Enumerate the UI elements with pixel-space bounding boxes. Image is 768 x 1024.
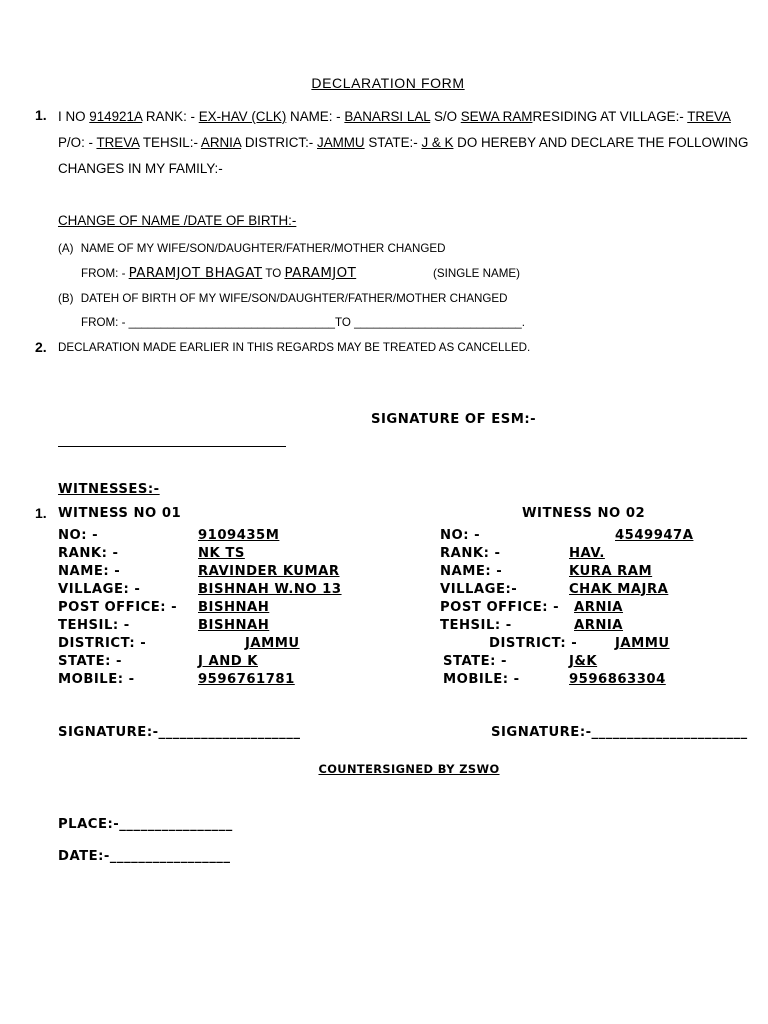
w1-district-label: DISTRICT: - [58,636,147,651]
name-value: BANARSI LAL [344,109,431,124]
w1-tehsil-value: BISHNAH [198,618,270,633]
sub-a-from-line [81,266,356,281]
sub-a-to-name: PARAMJOT [284,266,357,281]
w2-district-label: DISTRICT: - [489,636,578,651]
so-label: S/O [433,109,458,124]
w2-mobile-label: MOBILE: - [443,672,520,687]
item-2-number: 2. [35,339,47,355]
w2-post-office-label: POST OFFICE: - [440,600,560,615]
rank-label: RANK: - [145,109,195,124]
date-field: DATE:-_________________ [58,849,231,864]
witness-1-signature: SIGNATURE:-____________________ [58,725,301,740]
w2-rank-label: RANK: - [440,546,501,561]
witnesses-heading: WITNESSES:- [58,482,160,497]
name-label: NAME: - [290,109,341,124]
w1-tehsil-label: TEHSIL: - [58,618,130,633]
w2-no-label: NO: - [440,528,481,543]
w2-name-label: NAME: - [440,564,503,579]
sub-a-text: NAME OF MY WIFE/SON/DAUGHTER/FATHER/MOTHER CHANGED [80,242,446,255]
sub-a-line [58,242,446,255]
w1-district-value: JAMMU [245,636,300,651]
rank-value: EX-HAV (CLK) [198,109,287,124]
father-name-value: SEWA RAM [460,109,533,124]
village-label: RESIDING AT VILLAGE:- [532,109,684,124]
item-1-line-3: CHANGES IN MY FAMILY:- [58,161,223,176]
w1-rank-value: NK TS [198,546,245,561]
sub-b-text: DATEH OF BIRTH OF MY WIFE/SON/DAUGHTER/FATHER/MOTHER CHANGED [80,292,508,305]
w1-name-value: RAVINDER KUMAR [198,564,340,579]
item-1-line-2 [58,135,748,150]
w1-state-value: J AND K [198,654,258,669]
esm-signature-label: SIGNATURE OF ESM:- [371,412,537,427]
w2-name-value: KURA RAM [569,564,653,579]
w2-no-value: 4549947A [615,528,694,543]
item-1-line-1 [58,109,731,124]
change-heading: CHANGE OF NAME /DATE OF BIRTH:- [58,213,297,228]
ino-label: I NO [58,109,86,124]
witness-2-heading: WITNESS NO 02 [522,506,646,521]
sub-a-note: (SINGLE NAME) [433,267,520,280]
place-field: PLACE:-________________ [58,817,233,832]
witness-list-number: 1. [35,505,47,521]
countersigned-heading: COUNTERSIGNED BY ZSWO [318,762,500,776]
w2-district-value: JAMMU [615,636,670,651]
sub-b-marker: (B) [58,292,74,305]
w1-post-office-value: BISHNAH [198,600,270,615]
w2-state-label: STATE: - [443,654,507,669]
w2-post-office-value: ARNIA [574,600,624,615]
w1-village-label: VILLAGE: - [58,582,141,597]
esm-signature-line [58,446,286,447]
w1-post-office-label: POST OFFICE: - [58,600,178,615]
w1-name-label: NAME: - [58,564,121,579]
sub-a-from-name: PARAMJOT BHAGAT [128,266,263,281]
w1-rank-label: RANK: - [58,546,119,561]
item-2-text: DECLARATION MADE EARLIER IN THIS REGARDS MAY BE TREATED AS CANCELLED. [58,341,531,354]
w2-state-value: J&K [569,654,598,669]
district-label: DISTRICT:- [244,135,314,150]
w1-no-label: NO: - [58,528,99,543]
sub-b-line [58,292,508,305]
tehsil-value: ARNIA [200,135,242,150]
form-title: DECLARATION FORM [311,75,465,91]
w1-state-label: STATE: - [58,654,122,669]
w1-no-value: 9109435M [198,528,280,543]
sub-b-from-line: FROM: - ________________________________TO __________________________. [81,316,525,329]
w2-tehsil-label: TEHSIL: - [440,618,512,633]
declare-text: DO HEREBY AND DECLARE THE FOLLOWING [457,135,749,150]
ino-value: 914921A [89,109,143,124]
w1-village-value: BISHNAH W.NO 13 [198,582,342,597]
sub-a-to-label: TO [265,267,282,280]
w1-mobile-label: MOBILE: - [58,672,135,687]
sub-a-marker: (A) [58,242,74,255]
w2-village-value: CHAK MAJRA [569,582,669,597]
po-label: P/O: - [58,135,93,150]
w1-mobile-value: 9596761781 [198,672,295,687]
state-label: STATE:- [368,135,418,150]
district-value: JAMMU [317,135,365,150]
witness-1-heading: WITNESS NO 01 [58,506,182,521]
witness-2-signature: SIGNATURE:-______________________ [491,725,748,740]
w2-mobile-value: 9596863304 [569,672,666,687]
po-value: TREVA [96,135,140,150]
w2-village-label: VILLAGE:- [440,582,518,597]
village-value: TREVA [687,109,731,124]
w2-rank-value: HAV. [569,546,605,561]
item-1-number: 1. [35,107,47,123]
tehsil-label: TEHSIL:- [142,135,198,150]
state-value: J & K [421,135,454,150]
sub-a-from-label: FROM: - [81,267,126,280]
w2-tehsil-value: ARNIA [574,618,624,633]
